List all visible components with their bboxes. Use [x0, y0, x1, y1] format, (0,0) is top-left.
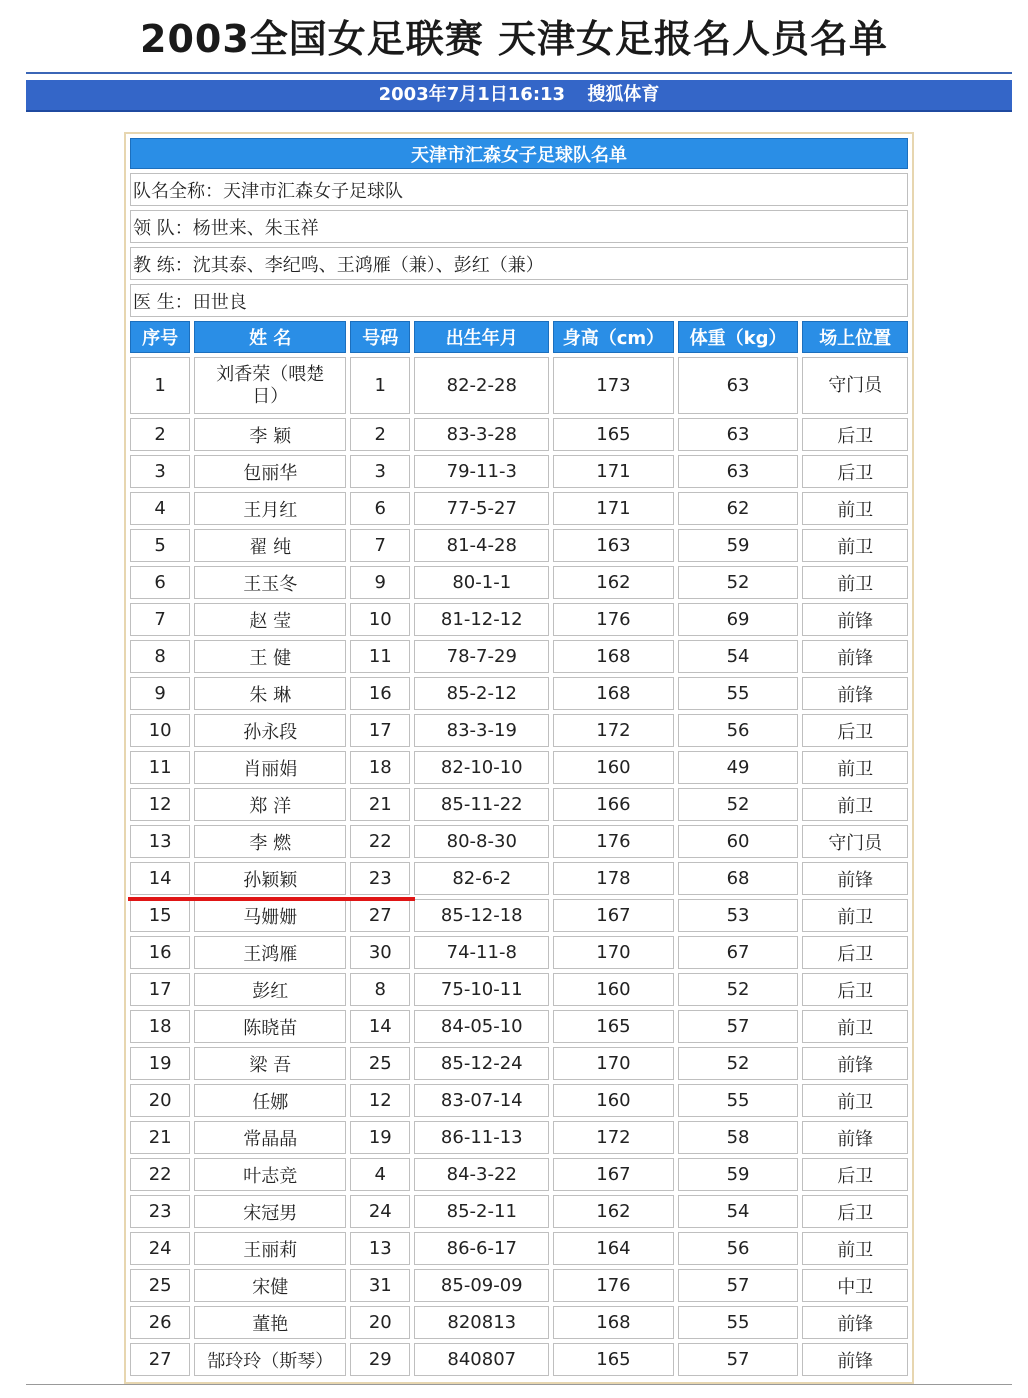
table-row — [130, 1121, 908, 1154]
header-index: 序号 — [130, 321, 190, 353]
cell-number: 24 — [350, 1195, 410, 1228]
table-row — [130, 357, 908, 414]
cell-number: 23 — [350, 862, 410, 895]
team-coach: 教 练：沈其泰、李纪鸣、王鸿雁（兼）、彭红（兼） — [130, 247, 908, 280]
cell-position: 前锋 — [802, 1306, 908, 1339]
team-leader: 领 队：杨世来、朱玉祥 — [130, 210, 908, 243]
page-title: 2003全国女足联赛 天津女足报名人员名单 — [140, 17, 888, 61]
cell-index: 17 — [130, 973, 190, 1006]
cell-index: 9 — [130, 677, 190, 710]
cell-number: 16 — [350, 677, 410, 710]
cell-weight: 59 — [678, 1158, 799, 1191]
cell-birth: 84-3-22 — [414, 1158, 549, 1191]
cell-index: 2 — [130, 418, 190, 451]
cell-index: 8 — [130, 640, 190, 673]
cell-birth: 820813 — [414, 1306, 549, 1339]
cell-height: 168 — [553, 1306, 674, 1339]
cell-weight: 63 — [678, 455, 799, 488]
cell-height: 171 — [553, 455, 674, 488]
cell-index: 10 — [130, 714, 190, 747]
cell-number: 9 — [350, 566, 410, 599]
cell-index: 20 — [130, 1084, 190, 1117]
cell-position: 后卫 — [802, 714, 908, 747]
cell-weight: 55 — [678, 677, 799, 710]
cell-index: 14 — [130, 862, 190, 895]
cell-position: 前卫 — [802, 492, 908, 525]
table-row — [130, 973, 908, 1006]
header-weight: 体重（kg） — [678, 321, 799, 353]
team-full-name: 队名全称：天津市汇森女子足球队 — [130, 173, 908, 206]
cell-index: 5 — [130, 529, 190, 562]
cell-birth: 86-6-17 — [414, 1232, 549, 1265]
title-divider — [26, 72, 1012, 74]
cell-number: 10 — [350, 603, 410, 636]
cell-height: 170 — [553, 936, 674, 969]
header-birth: 出生年月 — [414, 321, 549, 353]
cell-birth: 82-6-2 — [414, 862, 549, 895]
cell-birth: 85-12-18 — [414, 899, 549, 932]
cell-name: 任娜 — [194, 1084, 346, 1117]
cell-number: 25 — [350, 1047, 410, 1080]
table-row — [130, 1306, 908, 1339]
cell-birth: 85-2-12 — [414, 677, 549, 710]
cell-position: 前锋 — [802, 1047, 908, 1080]
cell-height: 165 — [553, 1010, 674, 1043]
cell-position: 前锋 — [802, 1343, 908, 1376]
cell-birth: 82-10-10 — [414, 751, 549, 784]
team-doctor: 医 生：田世良 — [130, 284, 908, 317]
cell-birth: 81-4-28 — [414, 529, 549, 562]
cell-name: 郑 洋 — [194, 788, 346, 821]
cell-position: 前卫 — [802, 788, 908, 821]
cell-index: 4 — [130, 492, 190, 525]
cell-name: 孙永段 — [194, 714, 346, 747]
cell-weight: 60 — [678, 825, 799, 858]
cell-number: 27 — [350, 899, 410, 932]
cell-position: 前卫 — [802, 566, 908, 599]
cell-index: 26 — [130, 1306, 190, 1339]
cell-height: 173 — [553, 357, 674, 414]
cell-birth: 80-8-30 — [414, 825, 549, 858]
cell-name: 王玉冬 — [194, 566, 346, 599]
header-height: 身高（cm） — [553, 321, 674, 353]
cell-weight: 52 — [678, 566, 799, 599]
cell-index: 18 — [130, 1010, 190, 1043]
cell-name: 朱 琳 — [194, 677, 346, 710]
cell-birth: 80-1-1 — [414, 566, 549, 599]
cell-birth: 85-12-24 — [414, 1047, 549, 1080]
cell-weight: 52 — [678, 788, 799, 821]
cell-name: 梁 吾 — [194, 1047, 346, 1080]
cell-birth: 83-07-14 — [414, 1084, 549, 1117]
cell-height: 165 — [553, 1343, 674, 1376]
cell-name: 郜玲玲（斯琴） — [194, 1343, 346, 1376]
cell-position: 后卫 — [802, 936, 908, 969]
table-header-row — [130, 321, 908, 353]
cell-position: 前锋 — [802, 603, 908, 636]
cell-index: 12 — [130, 788, 190, 821]
cell-number: 22 — [350, 825, 410, 858]
cell-position: 前锋 — [802, 677, 908, 710]
table-row — [130, 603, 908, 636]
cell-birth: 85-2-11 — [414, 1195, 549, 1228]
cell-index: 6 — [130, 566, 190, 599]
cell-height: 160 — [553, 973, 674, 1006]
table-row — [130, 1047, 908, 1080]
cell-birth: 74-11-8 — [414, 936, 549, 969]
cell-number: 8 — [350, 973, 410, 1006]
table-row — [130, 714, 908, 747]
cell-position: 后卫 — [802, 1158, 908, 1191]
cell-name: 李 燃 — [194, 825, 346, 858]
cell-birth: 85-09-09 — [414, 1269, 549, 1302]
table-row — [130, 751, 908, 784]
cell-height: 168 — [553, 640, 674, 673]
cell-index: 13 — [130, 825, 190, 858]
cell-number: 2 — [350, 418, 410, 451]
cell-height: 176 — [553, 825, 674, 858]
cell-weight: 57 — [678, 1010, 799, 1043]
cell-number: 12 — [350, 1084, 410, 1117]
cell-index: 23 — [130, 1195, 190, 1228]
cell-position: 守门员 — [802, 357, 908, 414]
cell-index: 25 — [130, 1269, 190, 1302]
cell-height: 167 — [553, 1158, 674, 1191]
table-row — [130, 418, 908, 451]
cell-name: 王月红 — [194, 492, 346, 525]
table-row — [130, 825, 908, 858]
cell-number: 7 — [350, 529, 410, 562]
header-name: 姓 名 — [194, 321, 346, 353]
cell-height: 168 — [553, 677, 674, 710]
cell-index: 1 — [130, 357, 190, 414]
highlight-underline — [128, 897, 415, 901]
table-row — [130, 1195, 908, 1228]
cell-weight: 53 — [678, 899, 799, 932]
cell-weight: 56 — [678, 1232, 799, 1265]
cell-weight: 57 — [678, 1269, 799, 1302]
cell-birth: 79-11-3 — [414, 455, 549, 488]
cell-name: 王 健 — [194, 640, 346, 673]
cell-name: 王鸿雁 — [194, 936, 346, 969]
cell-weight: 57 — [678, 1343, 799, 1376]
cell-height: 166 — [553, 788, 674, 821]
cell-birth: 840807 — [414, 1343, 549, 1376]
cell-number: 1 — [350, 357, 410, 414]
cell-number: 14 — [350, 1010, 410, 1043]
cell-height: 172 — [553, 1121, 674, 1154]
table-row — [130, 862, 908, 895]
cell-name: 宋冠男 — [194, 1195, 346, 1228]
cell-index: 3 — [130, 455, 190, 488]
cell-position: 前卫 — [802, 1010, 908, 1043]
table-row — [130, 1010, 908, 1043]
cell-number: 31 — [350, 1269, 410, 1302]
cell-weight: 67 — [678, 936, 799, 969]
cell-birth: 86-11-13 — [414, 1121, 549, 1154]
table-row — [130, 1158, 908, 1191]
cell-name: 李 颖 — [194, 418, 346, 451]
cell-height: 170 — [553, 1047, 674, 1080]
cell-name: 常晶晶 — [194, 1121, 346, 1154]
cell-height: 164 — [553, 1232, 674, 1265]
cell-weight: 56 — [678, 714, 799, 747]
header-number: 号码 — [350, 321, 410, 353]
roster-table — [126, 134, 912, 1380]
cell-position: 后卫 — [802, 418, 908, 451]
table-row — [130, 788, 908, 821]
table-row — [130, 455, 908, 488]
cell-height: 160 — [553, 1084, 674, 1117]
cell-position: 前卫 — [802, 1084, 908, 1117]
cell-position: 中卫 — [802, 1269, 908, 1302]
cell-number: 30 — [350, 936, 410, 969]
cell-name: 陈晓苗 — [194, 1010, 346, 1043]
cell-index: 27 — [130, 1343, 190, 1376]
cell-weight: 63 — [678, 357, 799, 414]
table-row — [130, 640, 908, 673]
cell-birth: 82-2-28 — [414, 357, 549, 414]
cell-weight: 54 — [678, 1195, 799, 1228]
cell-weight: 52 — [678, 1047, 799, 1080]
publish-date: 2003年7月1日16:13 — [378, 84, 566, 105]
cell-birth: 75-10-11 — [414, 973, 549, 1006]
cell-index: 15 — [130, 899, 190, 932]
table-row — [130, 899, 908, 932]
cell-name: 肖丽娟 — [194, 751, 346, 784]
cell-position: 后卫 — [802, 973, 908, 1006]
cell-number: 6 — [350, 492, 410, 525]
cell-index: 24 — [130, 1232, 190, 1265]
cell-height: 167 — [553, 899, 674, 932]
cell-number: 21 — [350, 788, 410, 821]
cell-number: 13 — [350, 1232, 410, 1265]
cell-position: 前卫 — [802, 899, 908, 932]
article-meta-bar — [26, 80, 1012, 112]
cell-height: 178 — [553, 862, 674, 895]
roster-frame — [124, 132, 914, 1384]
roster-caption: 天津市汇森女子足球队名单 — [130, 138, 908, 169]
cell-weight: 59 — [678, 529, 799, 562]
cell-index: 21 — [130, 1121, 190, 1154]
header-position: 场上位置 — [802, 321, 908, 353]
cell-number: 29 — [350, 1343, 410, 1376]
cell-index: 16 — [130, 936, 190, 969]
table-row — [130, 936, 908, 969]
cell-index: 19 — [130, 1047, 190, 1080]
cell-name: 董艳 — [194, 1306, 346, 1339]
cell-weight: 54 — [678, 640, 799, 673]
table-row — [130, 1084, 908, 1117]
cell-weight: 52 — [678, 973, 799, 1006]
cell-number: 4 — [350, 1158, 410, 1191]
cell-birth: 85-11-22 — [414, 788, 549, 821]
cell-name: 翟 纯 — [194, 529, 346, 562]
table-row — [130, 1343, 908, 1376]
cell-name: 叶志竞 — [194, 1158, 346, 1191]
cell-number: 19 — [350, 1121, 410, 1154]
cell-number: 17 — [350, 714, 410, 747]
cell-birth: 83-3-19 — [414, 714, 549, 747]
cell-name: 马姗姗 — [194, 899, 346, 932]
bottom-divider — [26, 1384, 1012, 1385]
cell-position: 后卫 — [802, 1195, 908, 1228]
cell-weight: 55 — [678, 1306, 799, 1339]
cell-height: 176 — [553, 603, 674, 636]
cell-number: 20 — [350, 1306, 410, 1339]
cell-number: 3 — [350, 455, 410, 488]
cell-height: 162 — [553, 1195, 674, 1228]
cell-name: 包丽华 — [194, 455, 346, 488]
cell-weight: 63 — [678, 418, 799, 451]
cell-name: 宋健 — [194, 1269, 346, 1302]
cell-weight: 62 — [678, 492, 799, 525]
cell-birth: 78-7-29 — [414, 640, 549, 673]
table-row — [130, 566, 908, 599]
cell-weight: 58 — [678, 1121, 799, 1154]
cell-height: 162 — [553, 566, 674, 599]
cell-index: 7 — [130, 603, 190, 636]
cell-birth: 83-3-28 — [414, 418, 549, 451]
cell-height: 176 — [553, 1269, 674, 1302]
cell-position: 前锋 — [802, 862, 908, 895]
table-row — [130, 677, 908, 710]
cell-position: 前卫 — [802, 1232, 908, 1265]
cell-weight: 68 — [678, 862, 799, 895]
cell-weight: 49 — [678, 751, 799, 784]
cell-position: 后卫 — [802, 455, 908, 488]
source-link[interactable]: 搜狐体育 — [587, 84, 660, 105]
cell-height: 171 — [553, 492, 674, 525]
cell-name: 刘香荣（喂楚日） — [194, 357, 346, 414]
table-row — [130, 1269, 908, 1302]
table-row — [130, 529, 908, 562]
cell-number: 11 — [350, 640, 410, 673]
cell-height: 172 — [553, 714, 674, 747]
cell-position: 前锋 — [802, 1121, 908, 1154]
cell-height: 165 — [553, 418, 674, 451]
cell-birth: 84-05-10 — [414, 1010, 549, 1043]
table-row — [130, 1232, 908, 1265]
cell-name: 彭红 — [194, 973, 346, 1006]
cell-name: 赵 莹 — [194, 603, 346, 636]
cell-height: 160 — [553, 751, 674, 784]
cell-position: 守门员 — [802, 825, 908, 858]
table-row — [130, 492, 908, 525]
cell-number: 18 — [350, 751, 410, 784]
cell-index: 22 — [130, 1158, 190, 1191]
cell-height: 163 — [553, 529, 674, 562]
cell-position: 前锋 — [802, 640, 908, 673]
cell-name: 孙颖颖 — [194, 862, 346, 895]
cell-birth: 81-12-12 — [414, 603, 549, 636]
cell-weight: 55 — [678, 1084, 799, 1117]
cell-position: 前卫 — [802, 751, 908, 784]
cell-index: 11 — [130, 751, 190, 784]
cell-name: 王丽莉 — [194, 1232, 346, 1265]
cell-weight: 69 — [678, 603, 799, 636]
cell-birth: 77-5-27 — [414, 492, 549, 525]
cell-position: 前卫 — [802, 529, 908, 562]
